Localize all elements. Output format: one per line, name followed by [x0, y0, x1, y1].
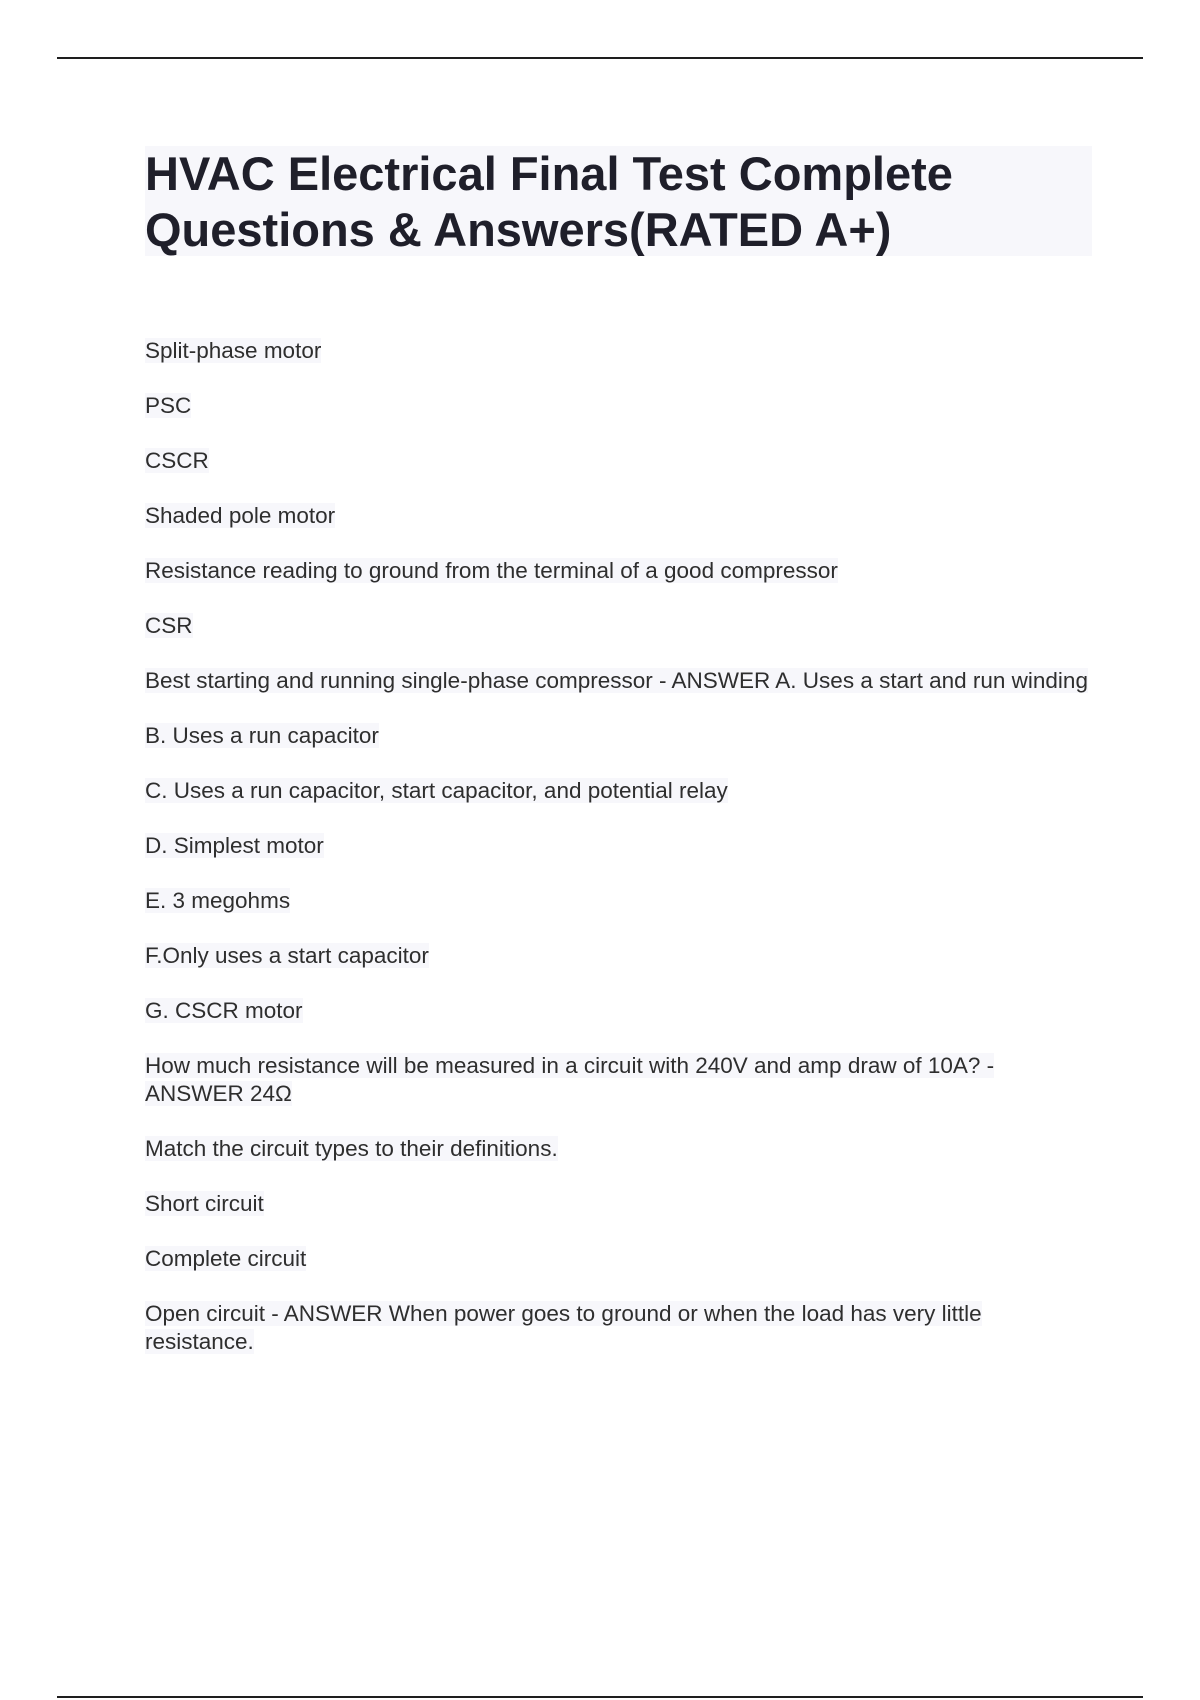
bottom-rule — [57, 1696, 1143, 1698]
list-item — [145, 777, 1095, 805]
item-text: How much resistance will be measured in a circuit with 240V and amp draw of 10A? - ANSWER 24Ω — [145, 1053, 995, 1106]
item-text: Best starting and running single-phase compressor - ANSWER A. Uses a start and run winding — [145, 668, 1088, 693]
item-text: F.Only uses a start capacitor — [145, 943, 429, 968]
list-item — [145, 557, 1095, 585]
title-block — [145, 146, 1092, 256]
list-item — [145, 392, 1095, 420]
item-text: Open circuit - ANSWER When power goes to ground or when the load has very little resistance. — [145, 1301, 982, 1354]
list-item — [145, 1300, 1095, 1356]
list-item — [145, 667, 1095, 695]
list-item — [145, 887, 1095, 915]
list-item — [145, 1190, 1095, 1218]
item-text: CSR — [145, 613, 193, 638]
item-text: CSCR — [145, 448, 209, 473]
list-item — [145, 832, 1095, 860]
list-item — [145, 942, 1095, 970]
document-title: HVAC Electrical Final Test Complete Questions & Answers(RATED A+) — [145, 147, 953, 256]
item-text: Complete circuit — [145, 1246, 307, 1271]
item-text: E. 3 megohms — [145, 888, 291, 913]
list-item — [145, 1135, 1095, 1163]
item-text: D. Simplest motor — [145, 833, 324, 858]
top-rule — [57, 57, 1143, 59]
item-text: Split-phase motor — [145, 338, 322, 363]
item-text: PSC — [145, 393, 192, 418]
list-item — [145, 502, 1095, 530]
list-item — [145, 1052, 1095, 1108]
list-item — [145, 447, 1095, 475]
list-item — [145, 612, 1095, 640]
item-text: Short circuit — [145, 1191, 264, 1216]
list-item — [145, 1245, 1095, 1273]
item-text: Shaded pole motor — [145, 503, 336, 528]
item-text: C. Uses a run capacitor, start capacitor, and potential relay — [145, 778, 728, 803]
item-text: Resistance reading to ground from the terminal of a good compressor — [145, 558, 838, 583]
question-list — [145, 337, 1095, 1383]
item-text: Match the circuit types to their definitions. — [145, 1136, 558, 1161]
list-item — [145, 722, 1095, 750]
list-item — [145, 337, 1095, 365]
list-item — [145, 997, 1095, 1025]
item-text: G. CSCR motor — [145, 998, 303, 1023]
item-text: B. Uses a run capacitor — [145, 723, 379, 748]
